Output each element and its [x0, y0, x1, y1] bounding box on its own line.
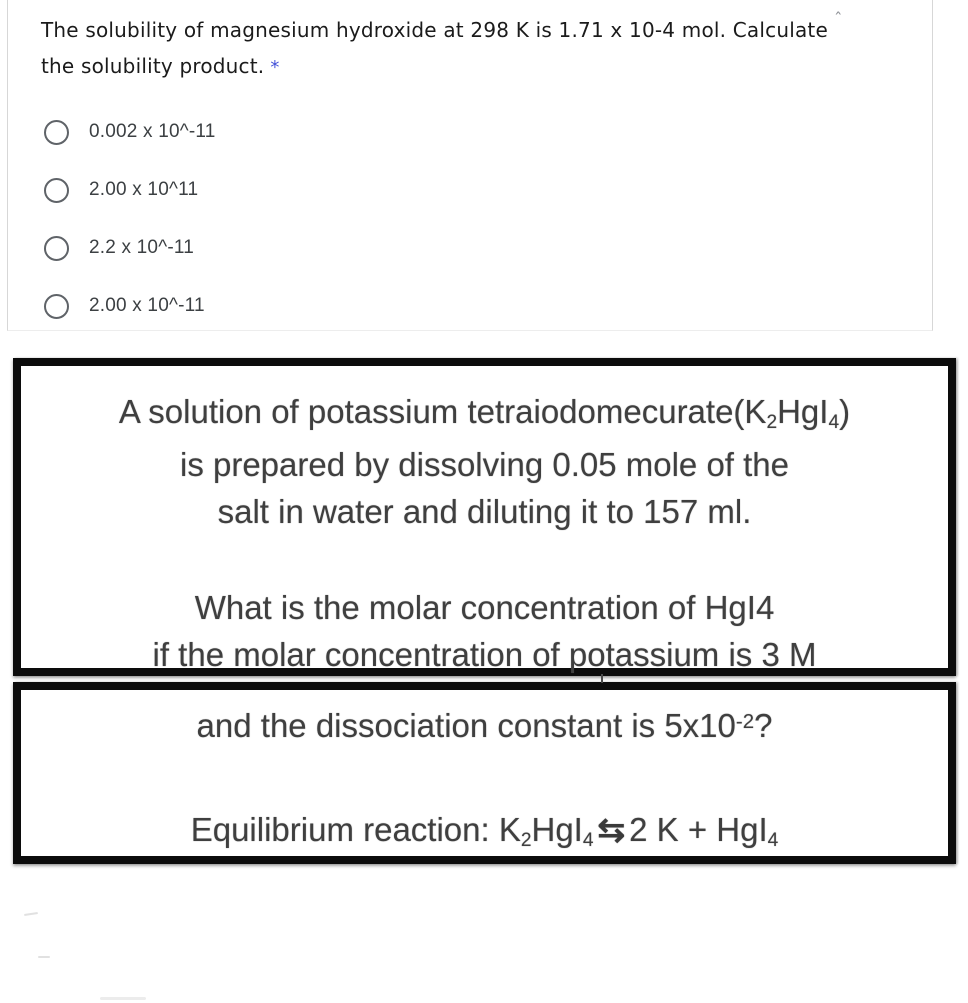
radio-button-icon[interactable]: [44, 236, 69, 261]
option-label[interactable]: 0.002 x 10^-11: [89, 121, 216, 142]
image-line-1: [21, 388, 948, 441]
question-image-lower: [13, 682, 956, 864]
image-line-6: [21, 702, 948, 754]
radio-button-icon[interactable]: [44, 294, 69, 319]
image-paragraph-4: [21, 806, 948, 859]
equilibrium-formula-left: HgI: [531, 811, 583, 848]
image-line-2: is prepared by dissolving 0.05 mole of the: [179, 446, 790, 483]
radio-button-icon[interactable]: [44, 120, 69, 145]
radio-option-row[interactable]: [44, 161, 744, 219]
line1-formula: HgI: [777, 393, 829, 430]
smudge-artifact: [24, 912, 38, 916]
subscript-4: 4: [582, 829, 594, 851]
radio-option-row[interactable]: [44, 219, 744, 277]
image-paragraph-1: [21, 388, 948, 535]
required-asterisk: *: [270, 57, 280, 78]
smudge-artifact: [100, 997, 146, 1000]
options-list: [44, 103, 744, 335]
image-line-5: if the molar concentration of potassium is 3 M: [152, 636, 817, 673]
subscript-4: 4: [767, 829, 779, 851]
option-label[interactable]: 2.2 x 10^-11: [89, 237, 194, 258]
question-title-text: The solubility of magnesium hydroxide at 298 K is 1.71 x 10-4 mol. Calculate the solubility product.: [41, 18, 828, 78]
question-image-upper: [13, 358, 956, 676]
subscript-4: 4: [828, 411, 840, 433]
subscript-2: 2: [766, 411, 778, 433]
radio-option-row[interactable]: [44, 277, 744, 335]
smudge-artifact: [38, 956, 50, 958]
line1-close: ): [839, 393, 851, 430]
image-paragraph-2: [21, 584, 948, 678]
caret-artifact-mark: ˆ: [834, 10, 843, 30]
line6-text: and the dissociation constant is 5x10: [196, 707, 736, 744]
subscript-2: 2: [520, 829, 532, 851]
equilibrium-formula-right: 2 K + HgI: [629, 811, 768, 848]
question-card: [7, 0, 933, 331]
question-title: [41, 12, 831, 86]
equilibrium-arrow-icon: ⇆: [597, 811, 626, 848]
junction-artifact: [601, 674, 603, 683]
image-line-4: What is the molar concentration of HgI4: [194, 589, 775, 626]
option-label[interactable]: 2.00 x 10^-11: [89, 295, 205, 316]
radio-option-row[interactable]: [44, 103, 744, 161]
line1-text: A solution of potassium tetraiodomecurate(K: [118, 393, 767, 430]
superscript-minus-2: -2: [735, 709, 755, 733]
option-label[interactable]: 2.00 x 10^11: [89, 179, 199, 200]
equilibrium-line: [21, 806, 948, 859]
image-paragraph-3: [21, 702, 948, 754]
equilibrium-text: Equilibrium reaction: K: [190, 811, 521, 848]
line6-close: ?: [754, 707, 773, 744]
image-line-3: salt in water and diluting it to 157 ml.: [217, 493, 752, 530]
radio-button-icon[interactable]: [44, 178, 69, 203]
